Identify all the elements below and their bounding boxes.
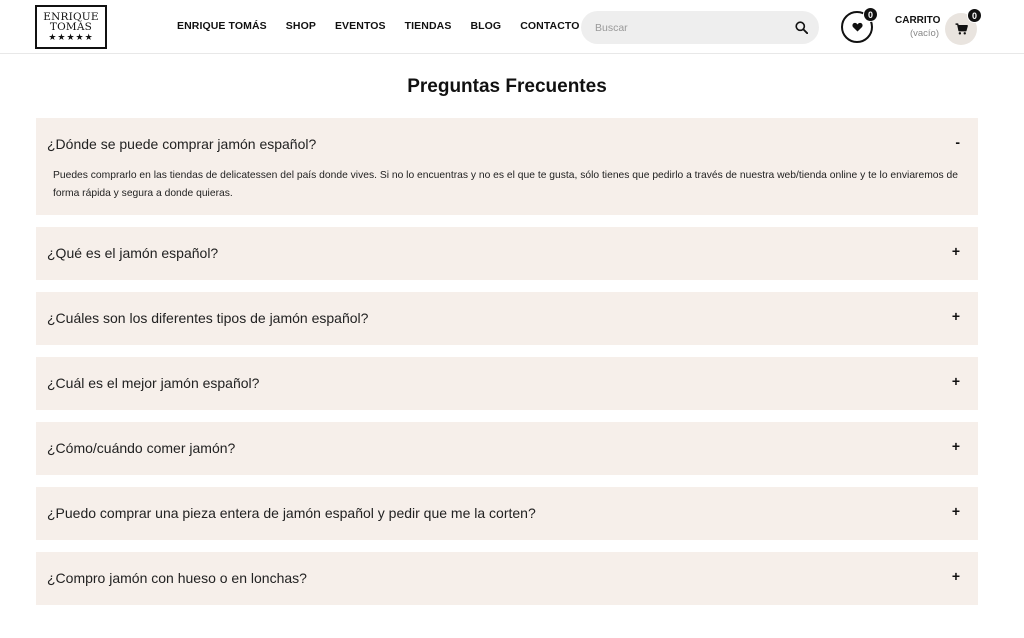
search-icon[interactable] (795, 21, 808, 34)
logo-line-1: ENRIQUE (43, 10, 99, 23)
cart-summary[interactable] (895, 15, 939, 39)
faq-question[interactable]: ¿Cuál es el mejor jamón español? (47, 375, 260, 391)
faq-expand-icon[interactable]: + (951, 568, 960, 584)
nav-item-enrique-tomas[interactable]: ENRIQUE TOMÁS (177, 20, 267, 32)
faq-item (36, 422, 978, 475)
wishlist-button[interactable] (841, 11, 873, 43)
faq-expand-icon[interactable]: + (951, 373, 960, 389)
faq-question[interactable]: ¿Cómo/cuándo comer jamón? (47, 440, 236, 456)
nav-item-contacto[interactable]: CONTACTO (520, 20, 580, 32)
search-bar (581, 11, 819, 44)
faq-expand-icon[interactable]: + (951, 308, 960, 324)
wishlist-count-badge: 0 (863, 7, 878, 22)
faq-item (36, 552, 978, 605)
faq-question[interactable]: ¿Qué es el jamón español? (47, 245, 219, 261)
faq-item (36, 118, 978, 215)
cart-count-badge: 0 (967, 8, 982, 23)
faq-answer: Puedes comprarlo en las tiendas de delicatessen del país donde vives. Si no lo encuentras y no es el que te gusta, sólo tienes que pedirlo a través de nuestra web/tienda online y te lo enviaremos de forma rápida y segura a donde quieras. (53, 170, 958, 199)
faq-item (36, 487, 978, 540)
faq-item (36, 292, 978, 345)
nav-item-shop[interactable]: SHOP (285, 20, 316, 32)
faq-expand-icon[interactable]: + (951, 503, 960, 519)
faq-question[interactable]: ¿Cuáles son los diferentes tipos de jamón español? (47, 310, 369, 326)
faq-item (36, 357, 978, 410)
nav-item-tiendas[interactable]: TIENDAS (404, 20, 452, 32)
logo[interactable] (35, 5, 107, 49)
logo-stars: ★★★★★ (48, 32, 94, 43)
faq-item (36, 227, 978, 280)
faq-question[interactable]: ¿Compro jamón con hueso o en lonchas? (47, 570, 307, 586)
faq-question[interactable]: ¿Dónde se puede comprar jamón español? (47, 136, 317, 152)
cart-icon (955, 23, 968, 35)
faq-expand-icon[interactable]: + (951, 243, 960, 259)
faq-expand-icon[interactable]: + (951, 438, 960, 454)
cart-status: (vacío) (909, 28, 939, 39)
faq-question[interactable]: ¿Puedo comprar una pieza entera de jamón español y pedir que me la corten? (47, 505, 536, 521)
cart-button[interactable] (945, 10, 977, 45)
faq-collapse-icon[interactable]: - (955, 134, 960, 150)
cart-label: CARRITO (895, 15, 941, 26)
nav-item-blog[interactable]: BLOG (470, 20, 502, 32)
search-input[interactable] (595, 19, 785, 37)
nav-item-eventos[interactable]: EVENTOS (334, 20, 386, 32)
main-nav (177, 20, 599, 32)
heart-icon (852, 22, 863, 32)
site-header (0, 0, 1024, 54)
page-title: Preguntas Frecuentes (407, 76, 607, 97)
logo-line-2: TOMÁS (49, 20, 93, 33)
